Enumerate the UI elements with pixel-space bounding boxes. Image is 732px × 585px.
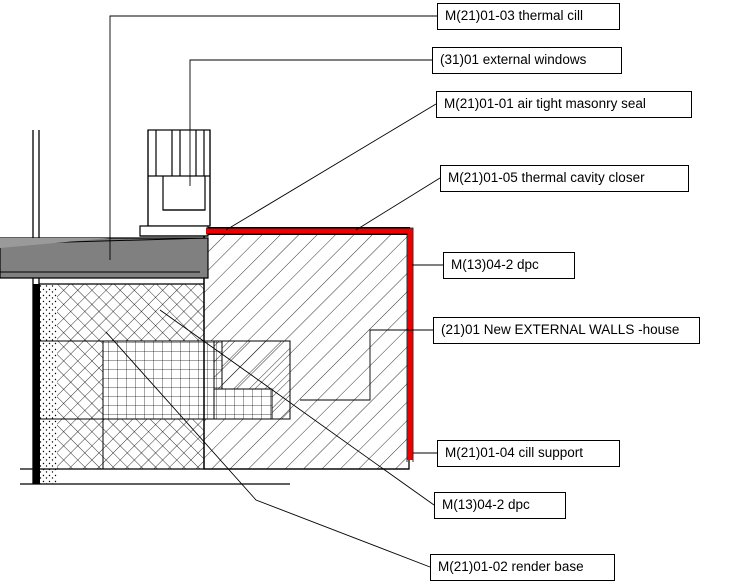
callout-external-windows[interactable]: (31)01 external windows — [432, 47, 622, 74]
callout-render-base[interactable]: M(21)01-02 render base — [430, 554, 615, 581]
callout-cill-support[interactable]: M(21)01-04 cill support — [437, 440, 620, 467]
callout-thermal-cavity-closer[interactable]: M(21)01-05 thermal cavity closer — [440, 165, 689, 192]
external-window-frame — [140, 130, 210, 236]
callout-dpc-upper[interactable]: M(13)04-2 dpc — [443, 252, 575, 279]
callout-air-tight-masonry-seal[interactable]: M(21)01-01 air tight masonry seal — [436, 91, 692, 118]
callout-thermal-cill[interactable]: M(21)01-03 thermal cill — [437, 3, 620, 30]
thermal-cill — [0, 238, 208, 278]
callout-external-walls[interactable]: (21)01 New EXTERNAL WALLS -house — [433, 317, 700, 344]
callout-dpc-lower[interactable]: M(13)04-2 dpc — [434, 492, 566, 519]
